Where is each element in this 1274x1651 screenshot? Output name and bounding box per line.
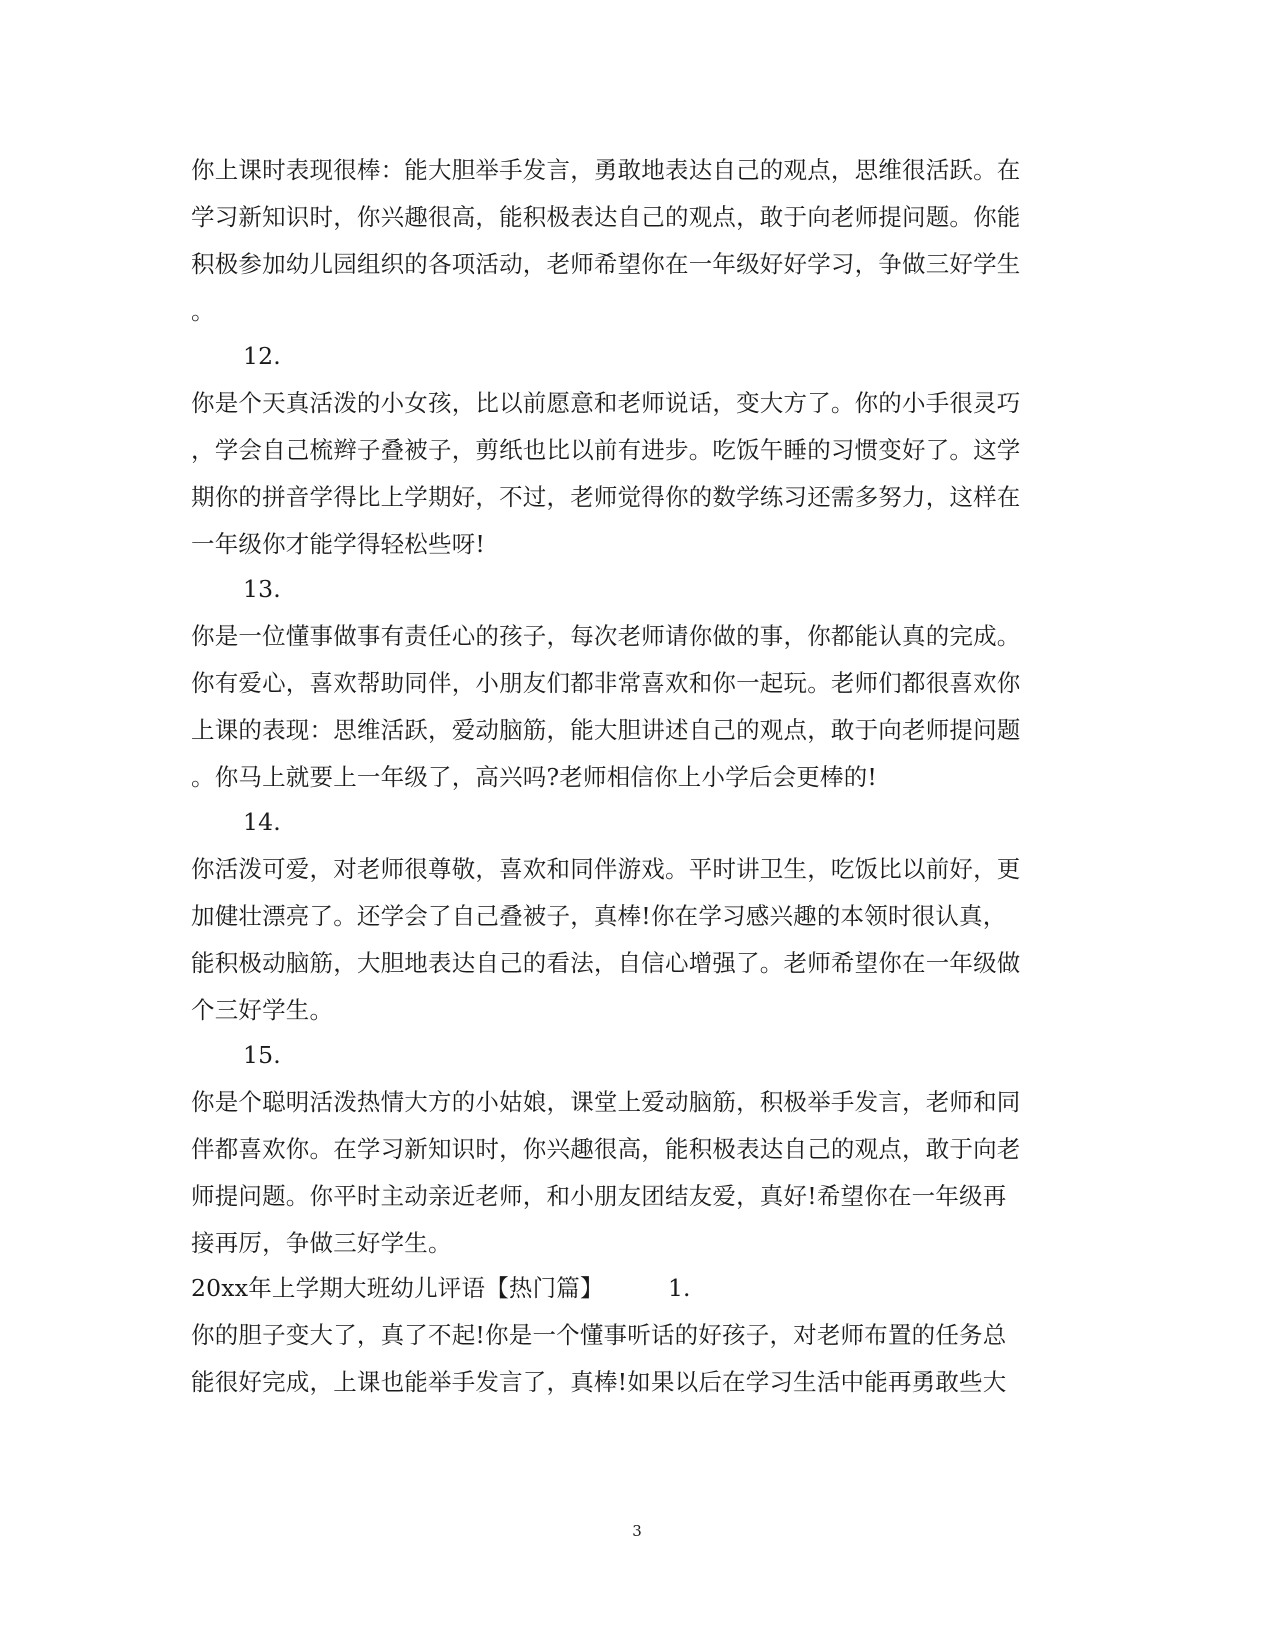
paragraph-line: 上课的表现：思维活跃，爱动脑筋，能大胆讲述自己的观点，敢于向老师提问题 xyxy=(191,716,1021,744)
paragraph-line: 你上课时表现很棒：能大胆举手发言，勇敢地表达自己的观点，思维很活跃。在 xyxy=(191,156,1021,184)
paragraph-line: 个三好学生。 xyxy=(191,996,334,1024)
paragraph-line: ，学会自己梳辫子叠被子，剪纸也比以前有进步。吃饭午睡的习惯变好了。这学 xyxy=(191,436,1021,464)
section-heading: 20xx年上学期大班幼儿评语【热门篇】 xyxy=(191,1274,604,1302)
page-number: 3 xyxy=(632,1522,642,1540)
item-number: 15. xyxy=(243,1041,281,1069)
paragraph-line: 接再厉，争做三好学生。 xyxy=(191,1229,452,1257)
paragraph-line: 学习新知识时，你兴趣很高，能积极表达自己的观点，敢于向老师提问题。你能 xyxy=(191,203,1021,231)
paragraph-line: 你有爱心，喜欢帮助同伴，小朋友们都非常喜欢和你一起玩。老师们都很喜欢你 xyxy=(191,669,1021,697)
paragraph-line: 能很好完成，上课也能举手发言了，真棒!如果以后在学习生活中能再勇敢些大 xyxy=(191,1368,1007,1396)
paragraph-line: 你是个聪明活泼热情大方的小姑娘，课堂上爱动脑筋，积极举手发言，老师和同 xyxy=(191,1088,1021,1116)
item-number: 12. xyxy=(243,342,281,370)
section-number: 1. xyxy=(668,1274,691,1302)
paragraph-line: 积极参加幼儿园组织的各项活动，老师希望你在一年级好好学习，争做三好学生 xyxy=(191,250,1021,278)
paragraph-line: 加健壮漂亮了。还学会了自己叠被子，真棒!你在学习感兴趣的本领时很认真， xyxy=(191,902,1007,930)
paragraph-line: 。你马上就要上一年级了，高兴吗?老师相信你上小学后会更棒的! xyxy=(191,763,878,791)
paragraph-line: 你是个天真活泼的小女孩，比以前愿意和老师说话，变大方了。你的小手很灵巧 xyxy=(191,389,1021,417)
paragraph-line: 师提问题。你平时主动亲近老师，和小朋友团结友爱，真好!希望你在一年级再 xyxy=(191,1182,1007,1210)
paragraph-line: 你是一位懂事做事有责任心的孩子，每次老师请你做的事，你都能认真的完成。 xyxy=(191,622,1021,650)
paragraph-line: 。 xyxy=(191,297,215,325)
paragraph-line: 一年级你才能学得轻松些呀! xyxy=(191,530,486,558)
paragraph-line: 期你的拼音学得比上学期好，不过，老师觉得你的数学练习还需多努力，这样在 xyxy=(191,483,1021,511)
item-number: 13. xyxy=(243,575,281,603)
paragraph-line: 伴都喜欢你。在学习新知识时，你兴趣很高，能积极表达自己的观点，敢于向老 xyxy=(191,1135,1021,1163)
paragraph-line: 你的胆子变大了，真了不起!你是一个懂事听话的好孩子，对老师布置的任务总 xyxy=(191,1321,1007,1349)
paragraph-line: 能积极动脑筋，大胆地表达自己的看法，自信心增强了。老师希望你在一年级做 xyxy=(191,949,1021,977)
paragraph-line: 你活泼可爱，对老师很尊敬，喜欢和同伴游戏。平时讲卫生，吃饭比以前好，更 xyxy=(191,855,1021,883)
item-number: 14. xyxy=(243,808,281,836)
